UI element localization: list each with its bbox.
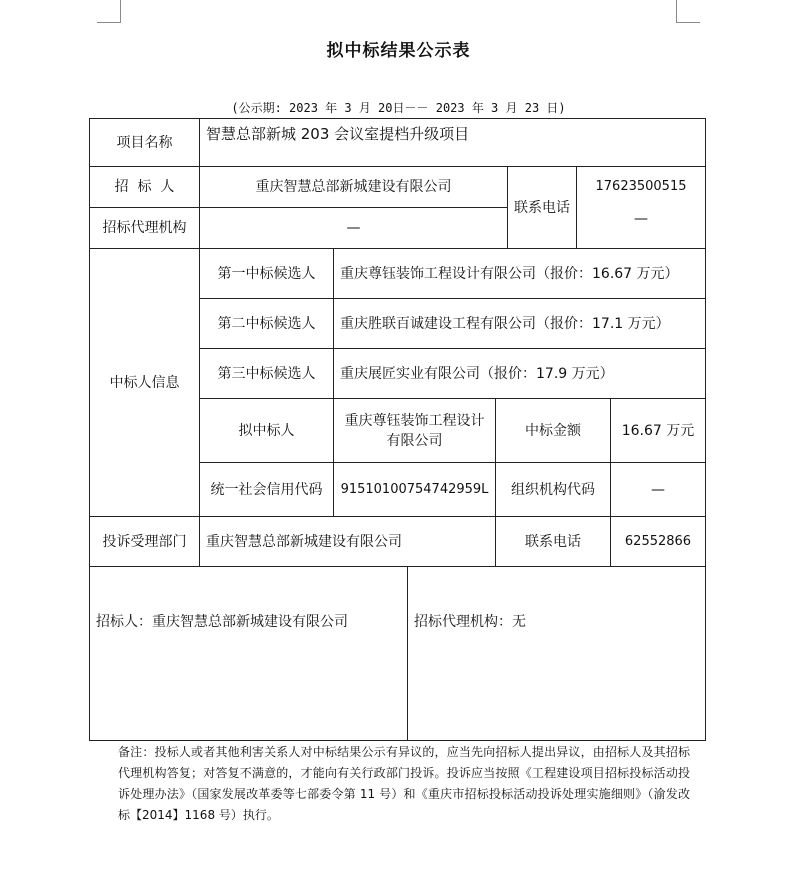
project-name-label: 项目名称	[116, 134, 173, 151]
crop-mark	[676, 22, 700, 23]
tenderer-value: 重庆智慧总部新城建设有限公司	[255, 179, 452, 195]
agency-phone-value: —	[634, 211, 648, 227]
org-code-label: 组织机构代码	[511, 481, 595, 498]
crop-mark	[97, 22, 121, 23]
credit-code-label: 统一社会信用代码	[210, 481, 323, 498]
candidate-1-label: 第一中标候选人	[217, 265, 316, 282]
candidate-1-value: 重庆尊钰装饰工程设计有限公司（报价：16.67 万元）	[340, 265, 679, 282]
project-name-value: 智慧总部新城 203 会议室提档升级项目	[206, 125, 470, 143]
bid-amount-value: 16.67 万元	[621, 422, 695, 439]
tenderer-label: 招 标 人	[114, 179, 175, 195]
proposed-winner-value: 重庆尊钰装饰工程设计有限公司	[344, 412, 485, 449]
page-title: 拟中标结果公示表	[326, 41, 471, 61]
signature-tenderer: 招标人：重庆智慧总部新城建设有限公司	[96, 614, 348, 630]
crop-mark	[676, 0, 677, 23]
crop-mark	[120, 0, 121, 23]
complaint-dept-value: 重庆智慧总部新城建设有限公司	[206, 533, 402, 550]
candidate-2-value: 重庆胜联百诚建设工程有限公司（报价：17.1 万元）	[340, 315, 670, 332]
candidate-3-value: 重庆展匠实业有限公司（报价：17.9 万元）	[340, 365, 614, 382]
complaint-dept-label: 投诉受理部门	[102, 533, 187, 550]
table-border	[89, 740, 706, 741]
contact-phone-label: 联系电话	[514, 199, 570, 216]
contact-phone-value: 17623500515	[595, 179, 687, 194]
bid-amount-label: 中标金额	[525, 422, 581, 439]
publicity-period: (公示期: 2023 年 3 月 20日－－ 2023 年 3 月 23 日)	[231, 101, 566, 115]
candidate-2-label: 第二中标候选人	[217, 315, 316, 332]
credit-code-value: 91510100754742959L	[340, 481, 489, 497]
table-border	[705, 118, 706, 741]
winner-info-label: 中标人信息	[109, 374, 180, 391]
remarks-note: 备注：投标人或者其他利害关系人对中标结果公示有异议的，应当先向招标人提出异议，由招标人及其招标代理机构答复；对答复不满意的，才能向有关行政部门投诉。投诉应当按照《工程建设项目招标投标活动投诉处理办法》（国家发展改革委等七部委令第 11 号）和《重庆市招标投标活动投诉处理实施细则》（渝发改标【2014】1168 号）执行。	[118, 745, 690, 822]
agency-value: —	[346, 220, 361, 236]
proposed-winner-label: 拟中标人	[238, 422, 295, 439]
candidate-3-label: 第三中标候选人	[217, 365, 316, 382]
org-code-value: —	[651, 481, 665, 498]
complaint-phone-value: 62552866	[624, 533, 692, 549]
agency-label: 招标代理机构	[102, 220, 187, 236]
complaint-phone-label: 联系电话	[525, 533, 581, 550]
signature-agency: 招标代理机构：无	[414, 614, 526, 630]
